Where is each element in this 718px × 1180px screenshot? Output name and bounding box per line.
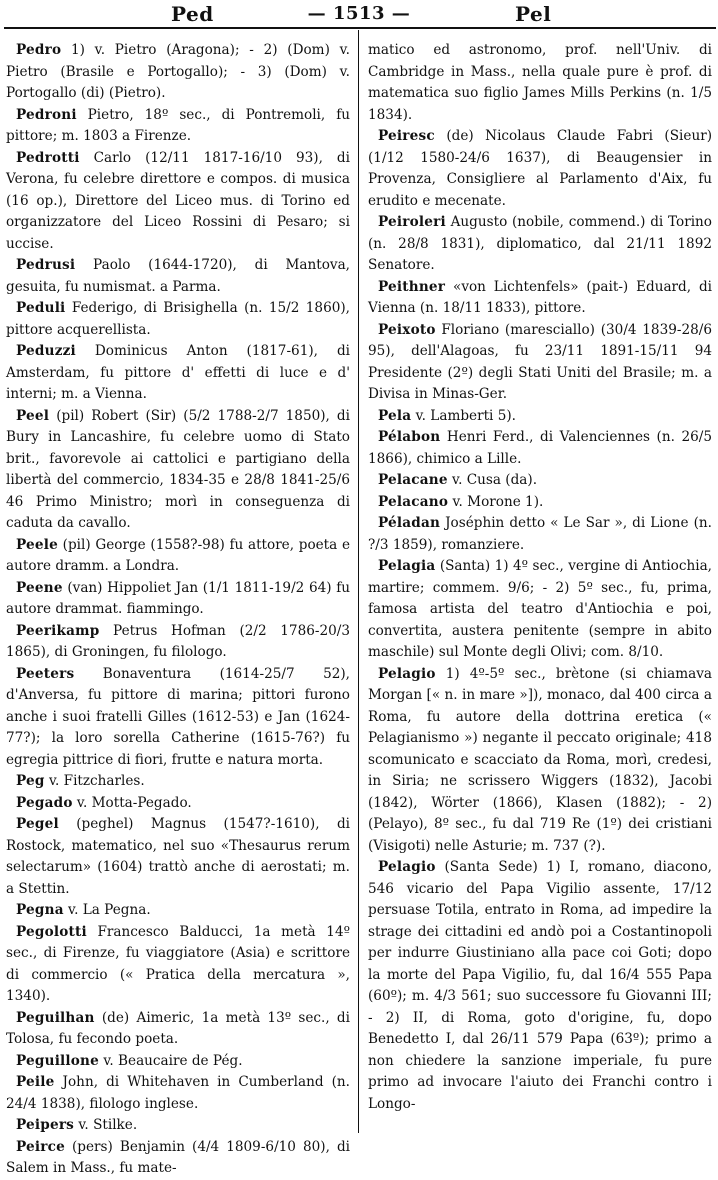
entry-text: v. Fitzcharles.: [44, 773, 145, 789]
entry-text: Pietro, 18º sec., di Pontremoli, fu pittore; m. 1803 a Firenze.: [6, 106, 350, 144]
entry-headword: Peguillone: [16, 1052, 99, 1069]
dictionary-entry: [6, 1008, 350, 1051]
entry-text: Henri Ferd., di Valenciennes (n. 26/5 1866), chimico a Lille.: [368, 429, 712, 467]
entry-text: Floriano (maresciallo) (30/4 1839-28/6 95), dell'Alagoas, fu 23/11 1891-15/11 94 Presidente (2º) degli Stati Uniti del Brasile; m. a Divisa in Minas-Ger.: [368, 321, 712, 402]
entry-text: Augusto (nobile, commend.) di Torino (n. 28/8 1831), diplomatico, dal 21/11 1892 Senatore.: [368, 214, 712, 273]
entry-text: Joséphin detto « Le Sar », di Lione (n. ?/3 1859), romanziere.: [368, 515, 712, 553]
entry-headword: Pedrotti: [16, 149, 80, 166]
entry-headword: Pedro: [16, 42, 62, 58]
entry-text: v. La Pegna.: [63, 902, 151, 918]
entry-headword: Pelacane: [378, 472, 448, 488]
dictionary-entry: [6, 664, 350, 772]
dictionary-entry: [6, 922, 350, 1008]
header-rule: [4, 27, 716, 29]
entry-headword: Pela: [378, 407, 412, 424]
dictionary-entry: [6, 148, 350, 256]
entry-headword: Peel: [16, 407, 50, 424]
entry-text: v. Lamberti 5).: [411, 407, 516, 424]
dictionary-entry: [6, 1051, 350, 1073]
dictionary-entry: [368, 406, 712, 428]
entry-headword: Peixoto: [378, 321, 436, 338]
entry-text: (van) Hippoliet Jan (1/1 1811-19/2 64) fu autore drammat. fiammingo.: [6, 579, 350, 617]
entry-headword: Pedrusi: [16, 257, 76, 273]
entry-headword: Peirce: [16, 1138, 65, 1155]
entry-text: Francesco Balducci, 1a metà 14º sec., di Firenze, fu viaggiatore (Asia) e scrittore di commercio (« Pratica della mercatura », 1340).: [6, 923, 350, 1004]
dictionary-entry: [368, 857, 712, 1115]
entry-headword: Peiroleri: [378, 214, 446, 230]
entry-text: (pil) George (1558?-98) fu attore, poeta e autore dramm. a Londra.: [6, 536, 350, 574]
entry-text: matico ed astronomo, prof. nell'Univ. di Cambridge in Mass., nella quale pure è prof. di matematica suo figlio James Mills Perkins (n. 1/5 1834).: [368, 42, 712, 123]
entry-headword: Peeters: [16, 665, 75, 682]
entry-text: Dominicus Anton (1817-61), di Amsterdam, fu pittore d' effetti di luce e d' interni; m. a Vienna.: [6, 343, 350, 402]
entry-text: v. Cusa (da).: [447, 472, 538, 488]
entry-headword: Peipers: [16, 1117, 75, 1133]
dictionary-entry: [368, 470, 712, 492]
entry-headword: Pélabon: [378, 429, 441, 445]
entry-text: 1) 4º-5º sec., brètone (si chiamava Morgan [« n. in mare »]), monaco, dal 400 circa a Roma, fu autore della dottrina eretica (« Pelagianismo ») negante il peccato originale; 418 scomunicato e scacciato da Roma, morì, credesi, in Siria; ne scrissero Wiggers (1832), Jacobi (1842), Wörter (1866), Klasen (1882); - 2) (Pelayo), 8º sec., fu dal 719 Re (1º) dei cristiani (Visigoti) nelle Asturie; m. 737 (?).: [368, 665, 712, 854]
dictionary-entry: [6, 1137, 350, 1180]
dictionary-entry: [368, 212, 712, 277]
entry-headword: Pegado: [16, 794, 73, 811]
header-right-guideword: Pel: [515, 2, 552, 26]
entry-text: v. Motta-Pegado.: [72, 794, 192, 811]
entry-text: v. Stilke.: [74, 1117, 138, 1133]
dictionary-entry: [6, 255, 350, 298]
entry-headword: Pelagia: [378, 558, 436, 574]
entry-headword: Peele: [16, 536, 58, 553]
entry-headword: Pegel: [16, 816, 59, 832]
entry-headword: Pegolotti: [16, 923, 87, 940]
right-column: [368, 40, 712, 1130]
dictionary-entry: [6, 341, 350, 406]
dictionary-entry: [6, 406, 350, 535]
entry-headword: Peduli: [16, 300, 66, 316]
entry-text: Petrus Hofman (2/2 1786-20/3 1865), di Groningen, fu filologo.: [6, 622, 350, 660]
entry-text: (de) Nicolaus Claude Fabri (Sieur) (1/12 1580-24/6 1637), di Beaugensier in Provenza, Consigliere al Parlamento d'Aix, fu erudito e mecenate.: [368, 128, 712, 209]
dictionary-entry: [6, 621, 350, 664]
page-number: — 1513 —: [307, 3, 411, 24]
entry-headword: Peerikamp: [16, 622, 100, 639]
dictionary-entry: [6, 105, 350, 148]
dictionary-entry: [368, 277, 712, 320]
dictionary-entry: [6, 771, 350, 793]
entry-headword: Peduzzi: [16, 343, 76, 359]
dictionary-entry: [6, 814, 350, 900]
dictionary-entry: [6, 793, 350, 815]
dictionary-entry: [6, 900, 350, 922]
dictionary-entry: [6, 1072, 350, 1115]
entry-text: Paolo (1644-1720), di Mantova, gesuita, fu numismat. a Parma.: [6, 257, 350, 295]
running-header: [0, 0, 718, 28]
entry-text: (de) Aimeric, 1a metà 13º sec., di Tolosa, fu fecondo poeta.: [6, 1009, 350, 1047]
entry-headword: Péladan: [378, 515, 441, 531]
entry-headword: Pedroni: [16, 106, 77, 123]
entry-text: (peghel) Magnus (1547?-1610), di Rostock, matematico, nel suo «Thesaurus rerum selectarum» (1604) trattò anche di aerostati; m. a Stettin.: [6, 816, 350, 897]
dictionary-entry: [6, 535, 350, 578]
dictionary-entry: [6, 40, 350, 105]
entry-text: (Santa) 1) 4º sec., vergine di Antiochia, martire; commem. 9/6; - 2) 5º sec., fu, prima, famosa artista del teatro d'Antiochia e poi, convertita, austera penitente (sempre in abito maschile) sul Monte degli Olivi; com. 8/10.: [368, 558, 712, 660]
dictionary-entry: [368, 513, 712, 556]
entry-text: v. Morone 1).: [448, 493, 544, 510]
entry-headword: Peiresc: [378, 128, 435, 144]
dictionary-entry: [368, 40, 712, 126]
entry-headword: Pelagio: [378, 665, 436, 682]
entry-headword: Pegna: [16, 902, 64, 918]
dictionary-entry: [368, 320, 712, 406]
dictionary-entry: [368, 664, 712, 858]
entry-text: 1) v. Pietro (Aragona); - 2) (Dom) v. Pietro (Brasile e Portogallo); - 3) (Dom) v. Portogallo (di) (Pietro).: [6, 42, 350, 101]
entry-headword: Peene: [16, 579, 63, 596]
entry-text: «von Lichtenfels» (pait-) Eduard, di Vienna (n. 18/11 1833), pittore.: [368, 278, 712, 316]
entry-headword: Peile: [16, 1074, 55, 1090]
entry-text: (pers) Benjamin (4/4 1809-6/10 80), di Salem in Mass., fu mate-: [6, 1138, 350, 1176]
entry-headword: Pelagio: [378, 859, 436, 875]
dictionary-entry: [6, 298, 350, 341]
column-divider: [358, 30, 359, 1133]
entry-text: Carlo (12/11 1817-16/10 93), di Verona, fu celebre direttore e compos. di musica (16 op.), Direttore del Liceo mus. di Torino ed organizzatore del Liceo Rossini di Pesaro; si uccise.: [6, 149, 350, 252]
entry-text: Bonaventura (1614-25/7 52), d'Anversa, fu pittore di marina; pittori furono anche i suoi fratelli Gilles (1612-53) e Jan (1624-77?); la loro sorella Catherine (1615-76?) fu egregia pittrice di fiori, frutte e natura morta.: [6, 665, 350, 768]
left-column: [6, 40, 350, 1176]
entry-headword: Peg: [16, 773, 45, 789]
entry-headword: Peithner: [378, 278, 446, 295]
entry-text: John, di Whitehaven in Cumberland (n. 24/4 1838), filologo inglese.: [6, 1074, 350, 1112]
dictionary-entry: [6, 1115, 350, 1137]
dictionary-entry: [368, 126, 712, 212]
entry-text: (Santa Sede) 1) I, romano, diacono, 546 vicario del Papa Vigilio assente, 17/12 persuase Totila, entrato in Roma, ad impedire la strage dei cittadini ed andò poi a Costantinopoli per indurre Giustiniano alla pace coi Goti; dopo la morte del Papa Vigilio, fu, dal 16/4 555 Papa (60º); m. 4/3 561; suo successore fu Giovanni III; - 2) II, di Roma, goto d'origine, fu, dopo Benedetto I, dal 26/11 579 Papa (63º); primo a non chiedere la sanzione imperiale, fu pure primo ad invocare l'aiuto dei Franchi contro i Longo-: [368, 859, 712, 1112]
entry-text: Federigo, di Brisighella (n. 15/2 1860), pittore acquerellista.: [6, 300, 350, 338]
entry-text: (pil) Robert (Sir) (5/2 1788-2/7 1850), di Bury in Lancashire, fu celebre uomo di Stato brit., favorevole ai cattolici e partigiano della libertà del commercio, 1834-35 e 28/8 1841-25/6 46 Primo Ministro; morì in conseguenza di caduta da cavallo.: [6, 407, 350, 531]
entry-text: v. Beaucaire de Pég.: [99, 1052, 243, 1069]
dictionary-entry: [368, 427, 712, 470]
dictionary-entry: [368, 492, 712, 514]
entry-headword: Peguilhan: [16, 1009, 95, 1026]
dictionary-entry: [6, 578, 350, 621]
entry-headword: Pelacano: [378, 493, 449, 510]
dictionary-entry: [368, 556, 712, 664]
header-left-guideword: Ped: [171, 2, 214, 26]
